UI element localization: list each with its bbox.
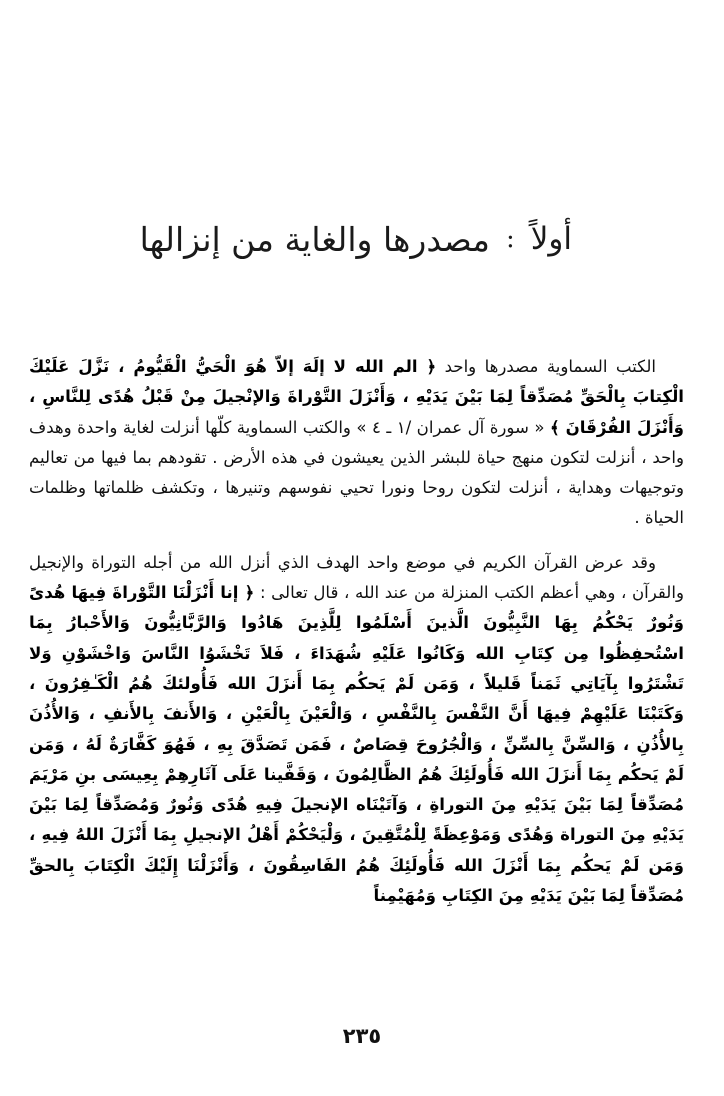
section-title: مصدرها والغاية من إنزالها [139,219,490,259]
heading-separator: : [505,224,515,254]
section-heading [139,212,572,266]
paragraph-2 [29,548,684,912]
page-number: ٢٣٥ [342,1024,382,1048]
paragraph-text: وقد عرض القرآن الكريم في موضع واحد الهدف الذي أنزل الله من أجله التوراة والإنجيل والقرآن ، وهي أعظم الكتب المنزلة من عند الله ، قال تعالى : [29,552,684,603]
paragraph-text: الكتب السماوية مصدرها واحد [436,357,657,376]
section-number: أولاً [530,221,572,257]
paragraph-text: « سورة آل عمران /١ ـ ٤ » والكتب السماوية كلّها أنزلت لغاية واحدة وهدف واحد ، أنزلت لتكون منهج حياة للبشر الذين يعيشون في هذه الأرض . تقودهم بما فيها من تعاليم وتوجيهات وهداية ، أنزلت لتكون روحا ونورا تحيي نفوسهم وتنيرها ، وتكشف ظلماتها وظلمات الحياة . [29,417,684,528]
body-text [29,352,684,911]
paragraph-1 [29,352,684,534]
quran-quote: ﴿ إنا أَنْزَلْنَا التَّوْراةَ فِيهَا هُدىً وَنُورٌ يَحْكُمُ بِهَا النَّبِيُّونَ الَّذينَ أَسْلَمُوا لِلَّذِينَ هَادُوا وَالرَّبَّانِيُّونَ وَالأَحْبارُ بِمَا اسْتُحفِظُوا مِن كِتَابِ الله وَكَانُوا عَلَيْهِ شُهَدَاءَ ، فَلاَ تَخْشَوُا النَّاسَ وَاخْشَوْنِ وَلا تَشْتَرُوا بِآيَاتِي ثَمَناً قَليلاً ، وَمَن لَمْ يَحكُم بِمَا أَنزَلَ الله فَأُولئكَ هُمُ الْكَـٰفِرُونَ ، وَكَتَبْنَا عَلَيْهِمْ فِيهَا أَنَّ النَّفْسَ بِالنَّفْسِ ، وَالْعَيْنَ بِالْعَيْنِ ، وَالأَنفَ بِالأَنفِ ، وَالأُذُنَ بِالأُذُنِ ، وَالسِّنَّ بِالسِّنِّ ، وَالْجُرُوحَ قِصَاصٌ ، فَمَن تَصَدَّقَ بِهِ ، فَهُوَ كَفَّارَةٌ لَهُ ، وَمَن لَمْ يَحكُم بِمَا أَنزَلَ الله فَأُولَئِكَ هُمُ الظَّالِمُونَ ، وَقَفَّينا عَلَى آثَارِهِمْ بِعِيسَى بنِ مَرْيَمَ مُصَدِّقاً لِمَا بَيْنَ يَدَيْهِ مِنَ التوراةِ ، وَآتَيْنَاه الإنجيلَ فِيهِ هُدًى وَنُورٌ وَمُصَدِّقاً لِمَا بَيْنَ يَدَيْهِ مِنَ التوراة وَهُدًى وَمَوْعِظَةً لِلْمُتَّقِينَ ، وَلْيَحْكُمْ أَهْلُ الإنجيلِ بِمَا أَنْزَلَ اللهُ فِيهِ ، وَمَن لَمْ يَحكُم بِمَا أَنْزَلَ الله فَأُولَئِكَ هُمُ الفَاسِقُونَ ، وَأَنْزَلْنَا إِلَيْكَ الْكِتَابَ بِالحقِّ مُصَدِّقاً لِمَا بَيْنَ يَدَيْهِ مِنَ الكِتَابِ وَمُهَيْمِناً [29,583,684,906]
quran-quote: ﴿ الم الله لا إلَهَ إلاّ هُوَ الْحَيُّ الْقَيُّومُ ، نَزَّلَ عَلَيْكَ الْكِتابَ بِالْحَقِّ مُصَدِّقاً لِمَا بَيْنَ يَدَيْهِ ، وَأَنْزَلَ التَّوْراةَ وَالإنْجيلَ مِنْ قَبْلُ هُدًى لِلنَّاسِ ، وَأَنْزَلَ الفُرْقَانَ ﴾ [29,357,684,437]
